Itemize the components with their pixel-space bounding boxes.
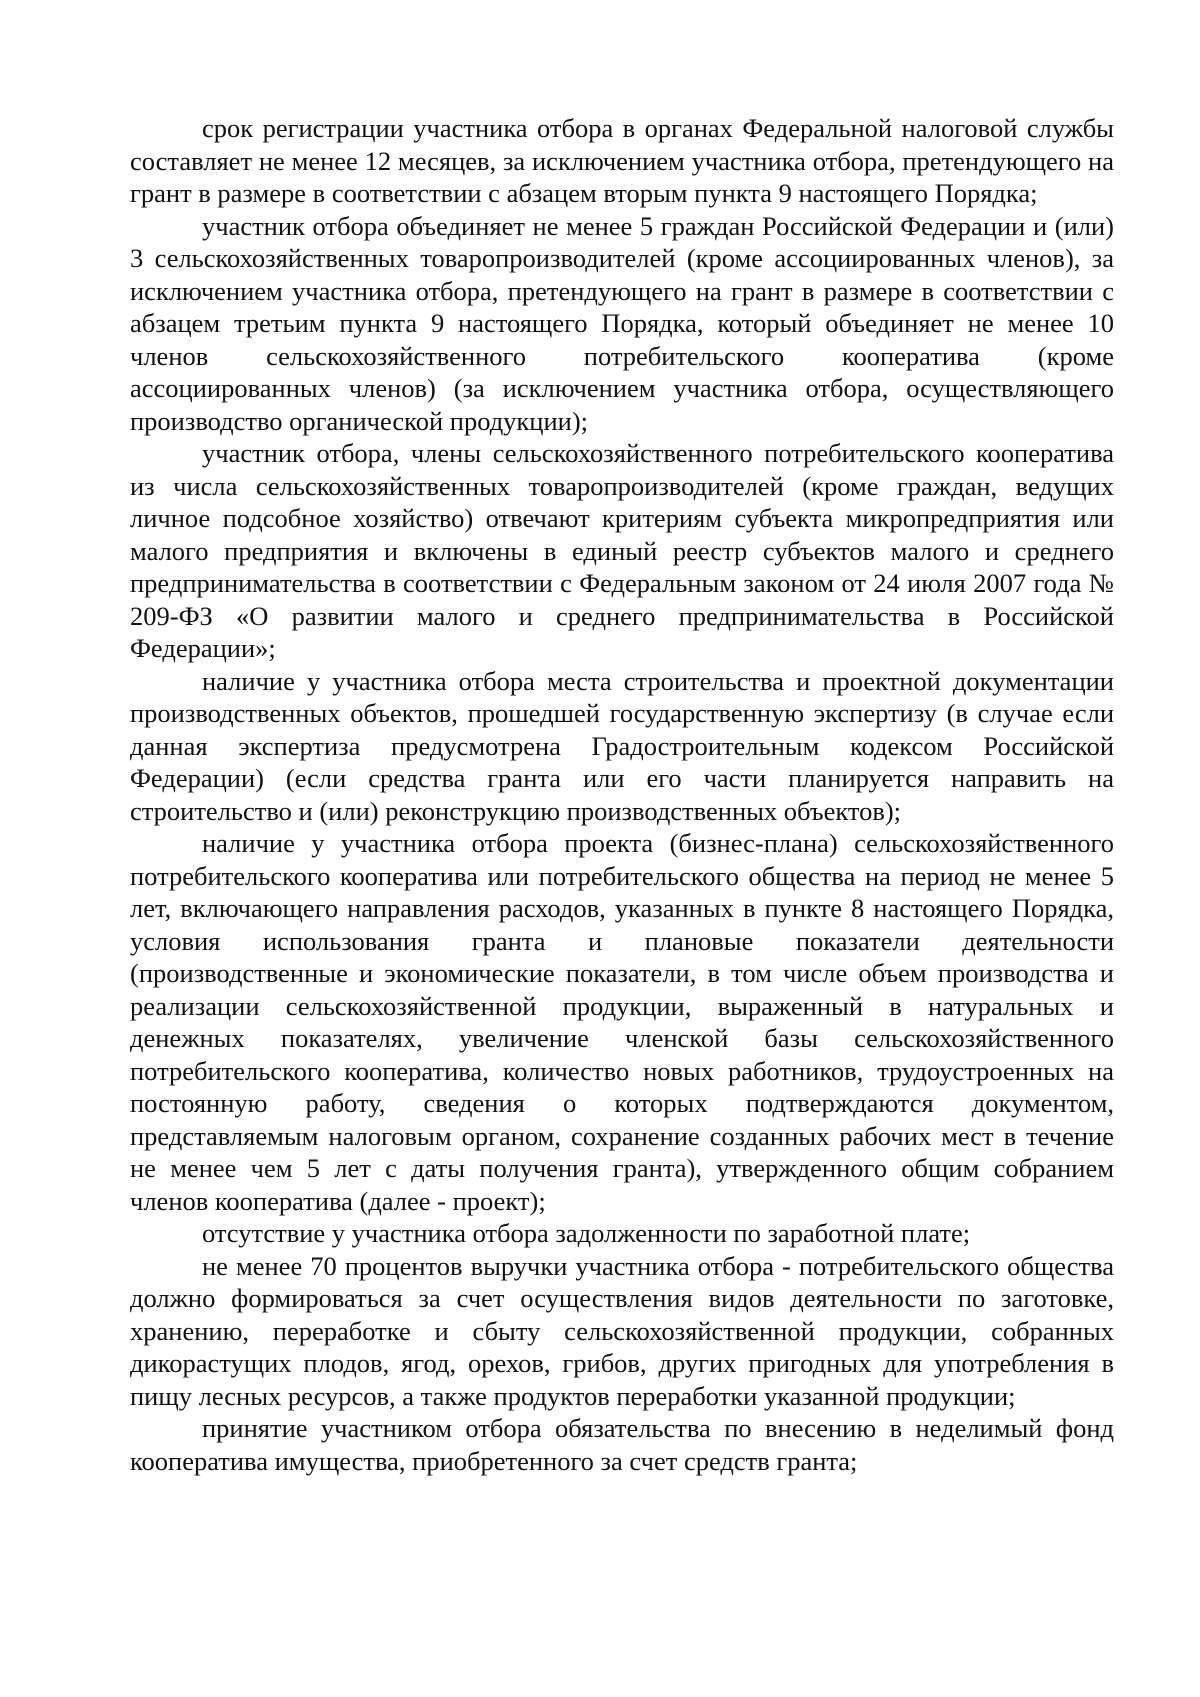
- paragraph-member-count: участник отбора объединяет не менее 5 граждан Российской Федерации и (или) 3 сельскохозяйственных товаропроизводителей (кроме ассоциированных членов), за исключением участника отбора, претендующего на грант в размере в соответствии с абзацем третьим пункта 9 настоящего Порядка, который объединяет не менее 10 членов сельскохозяйственного потребительского кооператива (кроме ассоциированных членов) (за исключением участника отбора, осуществляющего производство органической продукции);: [130, 210, 1114, 436]
- paragraph-business-plan: наличие у участника отбора проекта (бизнес-плана) сельскохозяйственного потребительского кооператива или потребительского общества на период не менее 5 лет, включающего направления расходов, указанных в пункте 8 настоящего Порядка, условия использования гранта и плановые показатели деятельности (производственные и экономические показатели, в том числе объем производства и реализации сельскохозяйственной продукции, выраженный в натуральных и денежных показателях, увеличение членской базы сельскохозяйственного потребительского кооператива, количество новых работников, трудоустроенных на постоянную работу, сведения о которых подтверждаются документом, представляемым налоговым органом, сохранение созданных рабочих мест в течение не менее чем 5 лет с даты получения гранта), утвержденного общим собранием членов кооператива (далее - проект);: [130, 828, 1114, 1216]
- paragraph-construction-documentation: наличие у участника отбора места строительства и проектной документации производственных объектов, прошедшей государственную экспертизу (в случае если данная экспертиза предусмотрена Градостроительным кодексом Российской Федерации) (если средства гранта или его части планируется направить на строительство и (или) реконструкцию производственных объектов);: [130, 665, 1114, 826]
- paragraph-wage-debt: отсутствие у участника отбора задолженности по заработной плате;: [202, 1218, 971, 1248]
- paragraph-revenue-share: не менее 70 процентов выручки участника отбора - потребительского общества должно формироваться за счет осуществления видов деятельности по заготовке, хранению, переработке и сбыту сельскохозяйственной продукции, собранных дикорастущих плодов, ягод, орехов, грибов, других пригодных для употребления в пищу лесных ресурсов, а также продуктов переработки указанной продукции;: [130, 1250, 1114, 1411]
- paragraph-registration-term: срок регистрации участника отбора в органах Федеральной налоговой службы составляет не менее 12 месяцев, за исключением участника отбора, претендующего на грант в размере в соответствии с абзацем вторым пункта 9 настоящего Порядка;: [130, 113, 1114, 208]
- document-body: [130, 112, 1114, 1477]
- paragraph-small-business-criteria: участник отбора, члены сельскохозяйственного потребительского кооператива из числа сельскохозяйственных товаропроизводителей (кроме граждан, ведущих личное подсобное хозяйство) отвечают критериям субъекта микропредприятия или малого предприятия и включены в единый реестр субъектов малого и среднего предпринимательства в соответствии с Федеральным законом от 24 июля 2007 года № 209-ФЗ «О развитии малого и среднего предпринимательства в Российской Федерации»;: [130, 438, 1114, 663]
- paragraph-indivisible-fund: принятие участником отбора обязательства по внесению в неделимый фонд кооператива имущества, приобретенного за счет средств гранта;: [130, 1413, 1114, 1476]
